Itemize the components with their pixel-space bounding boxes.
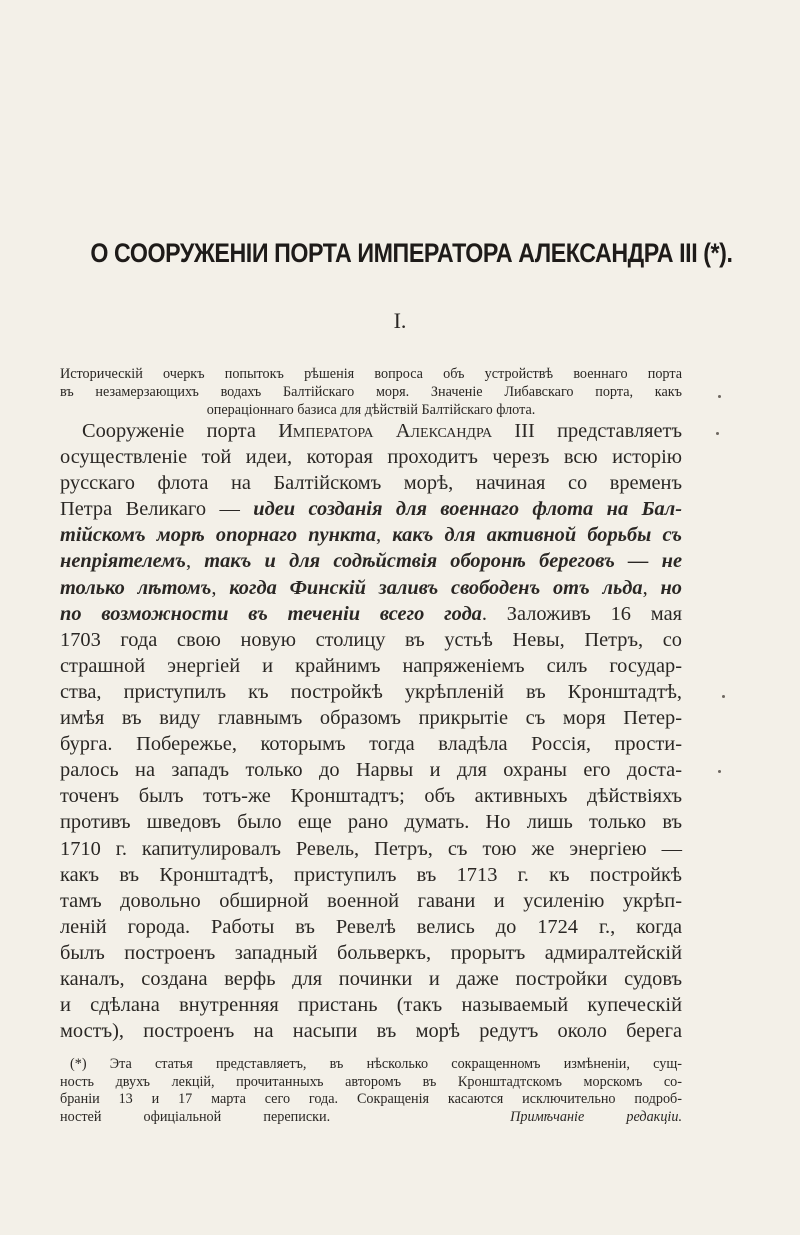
body-line: противъ шведовъ было еще рано думать. Но лишь только въ (60, 811, 682, 834)
body-line: 1710 г. капитулировалъ Ревель, Петръ, съ тою же энергіею — (60, 837, 682, 860)
footnote-line: браніи 13 и 17 марта сего года. Сокращенія касаются исключительно подроб- (60, 1091, 682, 1107)
body-line: только лѣтомъ, когда Финскій заливъ свободенъ отъ льда, но (60, 576, 682, 599)
section-number: I. (393, 308, 407, 333)
summary-line: Историческій очеркъ попытокъ рѣшенія вопроса объ устройствѣ военнаго порта (60, 366, 682, 382)
paper-speck (716, 432, 719, 435)
footnote (60, 1056, 682, 1126)
paper-speck (722, 695, 725, 698)
body-line: непріятелемъ, такъ и для содѣйствія оборонѣ береговъ — не (60, 550, 682, 573)
body-line: леній города. Работы въ Ревелѣ велись до 1724 г., когда (60, 915, 682, 938)
body-line: 1703 года свою новую столицу въ устьѣ Невы, Петръ, со (60, 628, 682, 651)
body-line: по возможности въ теченіи всего года. Заложивъ 16 мая (60, 602, 682, 625)
body-line: русскаго флота на Балтійскомъ морѣ, начиная со временъ (60, 472, 682, 495)
paper-speck (718, 395, 721, 398)
body-line: ства, приступилъ къ постройкѣ укрѣпленій въ Кронштадтѣ, (60, 680, 682, 703)
body-line: былъ построенъ западный больверкъ, прорытъ адмиралтейскій (60, 941, 682, 964)
body-line: бурга. Побережье, которымъ тогда владѣла Россія, прости- (60, 733, 682, 756)
body-line: имѣя въ виду главнымъ образомъ прикрытіе съ моря Петер- (60, 707, 682, 730)
body-paragraph (60, 418, 682, 1044)
footnote-line: ность двухъ лекцій, прочитанныхъ авторомъ въ Кронштадтскомъ морскомъ со- (60, 1073, 682, 1090)
section-summary (60, 365, 682, 419)
summary-line: въ незамерзающихъ водахъ Балтійскаго моря. Значеніе Либавскаго порта, какъ (60, 384, 682, 400)
body-line: какъ въ Кронштадтѣ, приступилъ въ 1713 г. къ постройкѣ (60, 863, 682, 886)
footnote-line: ностей офиціальной переписки. Примѣчаніе редакціи. (60, 1108, 682, 1125)
body-line: страшной энергіей и крайнимъ напряженіемъ силъ государ- (60, 654, 682, 677)
body-line: тамъ довольно обширной военной гавани и усиленію укрѣп- (60, 889, 682, 912)
body-line: Сооруженіе порта Императора Александра III представляетъ (82, 420, 683, 442)
paper-speck (718, 770, 721, 773)
article-title: О СООРУЖЕНІИ ПОРТА ИМПЕРАТОРА АЛЕКСАНДРА III (*). (90, 238, 733, 268)
footnote-line: (*) Эта статья представляетъ, въ нѣсколько сокращенномъ измѣненіи, сущ- (70, 1056, 682, 1072)
body-line: каналъ, создана верфь для починки и даже постройки судовъ (60, 967, 682, 990)
body-line: точенъ былъ тотъ-же Кронштадтъ; объ активныхъ дѣйствіяхъ (60, 785, 682, 808)
body-line: Петра Великаго — идеи созданія для военнаго флота на Бал- (60, 498, 682, 521)
summary-line: операціоннаго базиса для дѣйствій Балтійскаго флота. (206, 402, 536, 418)
body-line: и сдѣлана внутренняя пристань (такъ называемый купеческій (60, 994, 682, 1017)
body-line: ралось на западъ только до Нарвы и для охраны его доста- (60, 759, 682, 782)
body-line: тійскомъ морѣ опорнаго пункта, какъ для активной борьбы съ (60, 524, 682, 547)
body-line: осуществленіе той идеи, которая проходитъ черезъ всю исторію (60, 446, 682, 469)
editor-note-signature: Примѣчаніе редакціи. (510, 1108, 682, 1125)
body-line: мостъ), построенъ на насыпи въ морѣ редутъ около берега (60, 1020, 682, 1043)
emperor-name: Императора Александра (278, 420, 493, 442)
